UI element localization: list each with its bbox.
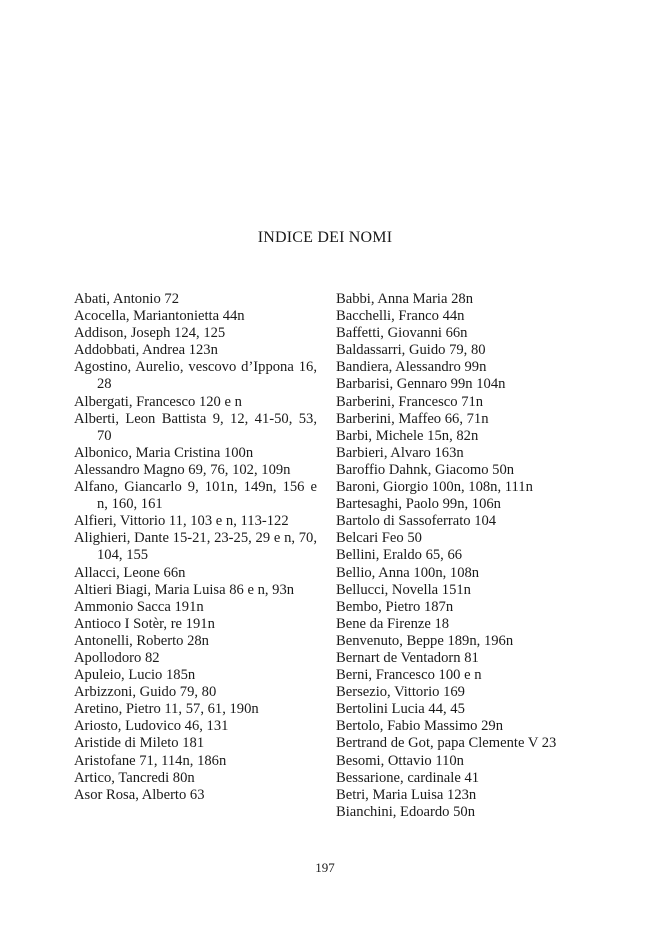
index-entry: Bellini, Eraldo 65, 66 bbox=[336, 547, 463, 564]
index-entry: Aretino, Pietro 11, 57, 61, 190n bbox=[74, 701, 259, 718]
index-entry: Alberti, Leon Battista 9, 12, 41-50, 53, 70 bbox=[74, 410, 317, 444]
index-entry: Bertrand de Got, papa Clemente V 23 bbox=[336, 735, 557, 752]
index-entry: Bene da Firenze 18 bbox=[336, 615, 450, 632]
index-entry: Addison, Joseph 124, 125 bbox=[74, 325, 226, 342]
index-entry: Alfieri, Vittorio 11, 103 e n, 113-122 bbox=[74, 513, 289, 530]
index-entry: Apollodoro 82 bbox=[74, 649, 160, 666]
index-entry: Bellio, Anna 100n, 108n bbox=[336, 564, 480, 581]
index-entry: Barberini, Francesco 71n bbox=[336, 393, 484, 410]
index-entry: Bertolini Lucia 44, 45 bbox=[336, 701, 465, 718]
index-entry: Apuleio, Lucio 185n bbox=[74, 667, 196, 684]
index-entry: Baffetti, Giovanni 66n bbox=[336, 325, 468, 342]
index-entry: Ariosto, Ludovico 46, 131 bbox=[74, 718, 229, 735]
page-title: INDICE DEI NOMI bbox=[257, 229, 393, 246]
index-entry: Aristofane 71, 114n, 186n bbox=[74, 752, 227, 769]
index-entry: Allacci, Leone 66n bbox=[74, 564, 186, 581]
index-entry: Bartolo di Sassoferrato 104 bbox=[336, 513, 497, 530]
index-column-right bbox=[336, 291, 586, 821]
index-entry: Bandiera, Alessandro 99n bbox=[336, 359, 487, 376]
index-entry: Bartesaghi, Paolo 99n, 106n bbox=[336, 496, 501, 513]
index-entry: Benvenuto, Beppe 189n, 196n bbox=[336, 632, 514, 649]
index-entry: Barberini, Maffeo 66, 71n bbox=[336, 410, 489, 427]
index-entry: Bessarione, cardinale 41 bbox=[336, 769, 480, 786]
index-entry: Albonico, Maria Cristina 100n bbox=[74, 444, 254, 461]
index-entry: Asor Rosa, Alberto 63 bbox=[74, 786, 205, 803]
index-entry: Alfano, Giancarlo 9, 101n, 149n, 156 e n, 160, 161 bbox=[74, 479, 317, 513]
index-entry: Belcari Feo 50 bbox=[336, 530, 422, 547]
index-entry: Baroffio Dahnk, Giacomo 50n bbox=[336, 461, 515, 478]
index-entry: Bembo, Pietro 187n bbox=[336, 598, 454, 615]
index-entry: Agostino, Aurelio, vescovo d’Ippona 16, 28 bbox=[74, 359, 317, 393]
index-entry: Besomi, Ottavio 110n bbox=[336, 752, 464, 769]
page-number: 197 bbox=[315, 860, 335, 875]
index-entry: Bellucci, Novella 151n bbox=[336, 581, 471, 598]
index-entry: Barbieri, Alvaro 163n bbox=[336, 444, 464, 461]
index-entry: Barbarisi, Gennaro 99n 104n bbox=[336, 376, 506, 393]
index-entry: Bernart de Ventadorn 81 bbox=[336, 649, 479, 666]
index-entry: Addobbati, Andrea 123n bbox=[74, 342, 218, 359]
index-entry: Bianchini, Edoardo 50n bbox=[336, 803, 476, 820]
index-entry: Artico, Tancredi 80n bbox=[74, 769, 195, 786]
index-entry: Abati, Antonio 72 bbox=[74, 291, 179, 307]
index-entry: Bersezio, Vittorio 169 bbox=[336, 684, 465, 701]
index-entry: Ammonio Sacca 191n bbox=[74, 598, 204, 615]
index-entry: Acocella, Mariantonietta 44n bbox=[74, 308, 245, 325]
index-column-left bbox=[74, 291, 317, 804]
index-entry: Betri, Maria Luisa 123n bbox=[336, 786, 477, 803]
index-entry: Baldassarri, Guido 79, 80 bbox=[336, 342, 486, 359]
index-entry: Bertolo, Fabio Massimo 29n bbox=[336, 718, 504, 735]
index-entry: Bacchelli, Franco 44n bbox=[336, 308, 465, 325]
index-entry: Antioco I Sotèr, re 191n bbox=[74, 615, 215, 632]
index-entry: Arbizzoni, Guido 79, 80 bbox=[74, 684, 217, 701]
index-entry: Alessandro Magno 69, 76, 102, 109n bbox=[74, 461, 291, 478]
index-entry: Berni, Francesco 100 e n bbox=[336, 667, 482, 684]
index-entry: Baroni, Giorgio 100n, 108n, 111n bbox=[336, 479, 533, 496]
index-entry: Albergati, Francesco 120 e n bbox=[74, 393, 242, 410]
index-entry: Aristide di Mileto 181 bbox=[74, 735, 205, 752]
index-entry: Antonelli, Roberto 28n bbox=[74, 632, 209, 649]
index-entry: Alighieri, Dante 15-21, 23-25, 29 e n, 70, 104, 155 bbox=[74, 530, 317, 564]
index-entry: Altieri Biagi, Maria Luisa 86 e n, 93n bbox=[74, 581, 295, 598]
index-entry: Babbi, Anna Maria 28n bbox=[336, 291, 473, 307]
index-entry: Barbi, Michele 15n, 82n bbox=[336, 427, 479, 444]
